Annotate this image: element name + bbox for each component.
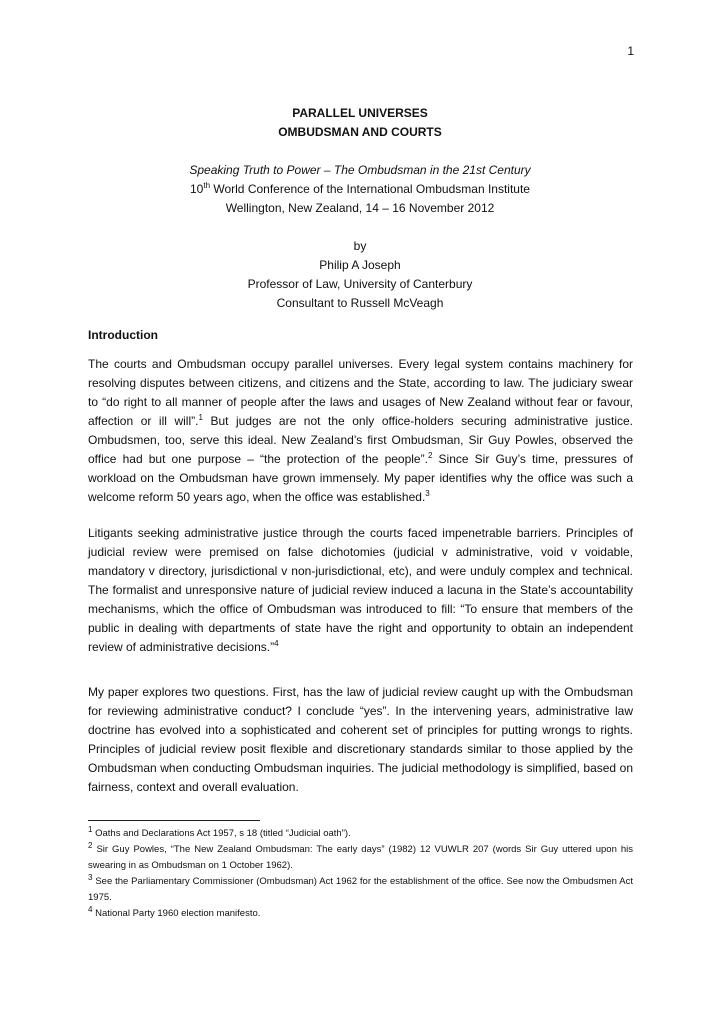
footnote-ref[interactable]: 1: [198, 413, 203, 422]
paragraph-3: My paper explores two questions. First, has the law of judicial review caught up with the Ombudsman for reviewing administrative conduct? I conclude “yes”. In the intervening years, administrative law doctrine has evolved into a sophisticated and coherent set of principles for putting wrongs to rights. Principles of judicial review posit flexible and discretionary standards similar to those applied by the Ombudsman when conducting Ombudsman inquiries. The judicial methodology is simplified, based on fairness, context and overall evaluation.: [88, 685, 633, 794]
conference-location: Wellington, New Zealand, 14 – 16 November 2012: [225, 201, 495, 215]
page-number: 1: [627, 44, 634, 58]
author-role: Professor of Law, University of Canterbury: [247, 277, 473, 291]
conference-name: 10th World Conference of the International Ombudsman Institute: [190, 181, 530, 196]
paragraph-1: The courts and Ombudsman occupy parallel universes. Every legal system contains machinery for resolving disputes between citizens, and citizens and the State, according to law. The judiciary swear to “do right to all manner of people after the laws and usages of New Zealand without fear or favour, affection or ill will”.$^1$ But judges are not the only office-holders securing administrative justice. Ombudsmen, too, serve this ideal. New Zealand’s first Ombudsman, Sir Guy Powles, observed the office had but one purpose – “the protection of the people”.$^2$ Since Sir Guy’s time, pressures of workload on the Ombudsman have grown immensely. My paper identifies why the office was such a welcome reform 50 years ago, when the office was established.$^3$: [88, 357, 634, 504]
title-line-1: PARALLEL UNIVERSES: [292, 106, 428, 120]
footnote: $^3$ See the Parliamentary Commissioner (Ombudsman) Act 1962 for the establishment of the office. See now the Ombudsmen Act 1975.: [88, 872, 633, 903]
by-line: by: [353, 239, 367, 253]
paragraph-2: Litigants seeking administrative justice through the courts faced impenetrable barriers. Principles of judicial review were premised on false dichotomies (judicial v administrative, void v voidable, mandatory v directory, jurisdictional v non-jurisdictional, etc), and were unduly complex and technical. The formalist and unresponsive nature of judicial review induced a lacuna in the State’s accountability mechanisms, which the office of Ombudsman was introduced to fill: “To ensure that members of the public in dealing with departments of state have the right and opportunity to obtain an independent review of administrative decisions.”$^4$: [88, 526, 633, 654]
conference-theme: Speaking Truth to Power – The Ombudsman in the 21st Century: [189, 163, 531, 177]
footnote: $^4$ National Party 1960 election manifesto.: [88, 904, 261, 919]
title-line-2: OMBUDSMAN AND COURTS: [278, 125, 442, 139]
author-name: Philip A Joseph: [319, 258, 401, 272]
author-role-2: Consultant to Russell McVeagh: [276, 296, 444, 310]
footnote-ref[interactable]: 2: [427, 451, 433, 460]
title-block: [0, 104, 720, 313]
footnote: $^2$ Sir Guy Powles, “The New Zealand Ombudsman: The early days” (1982) 12 VUWLR 207 (words Sir Guy uttered upon his swearing in as Ombudsman on 1 October 1962).: [88, 840, 633, 871]
footnote-divider: [88, 820, 260, 821]
section-title: Introduction: [88, 328, 158, 342]
footnotes: [88, 826, 633, 922]
footnote: $^1$ Oaths and Declarations Act 1957, s 18 (titled “Judicial oath”).: [88, 824, 351, 839]
footnote-ref[interactable]: 3: [425, 489, 430, 498]
footnote-ref[interactable]: 4: [274, 639, 279, 648]
